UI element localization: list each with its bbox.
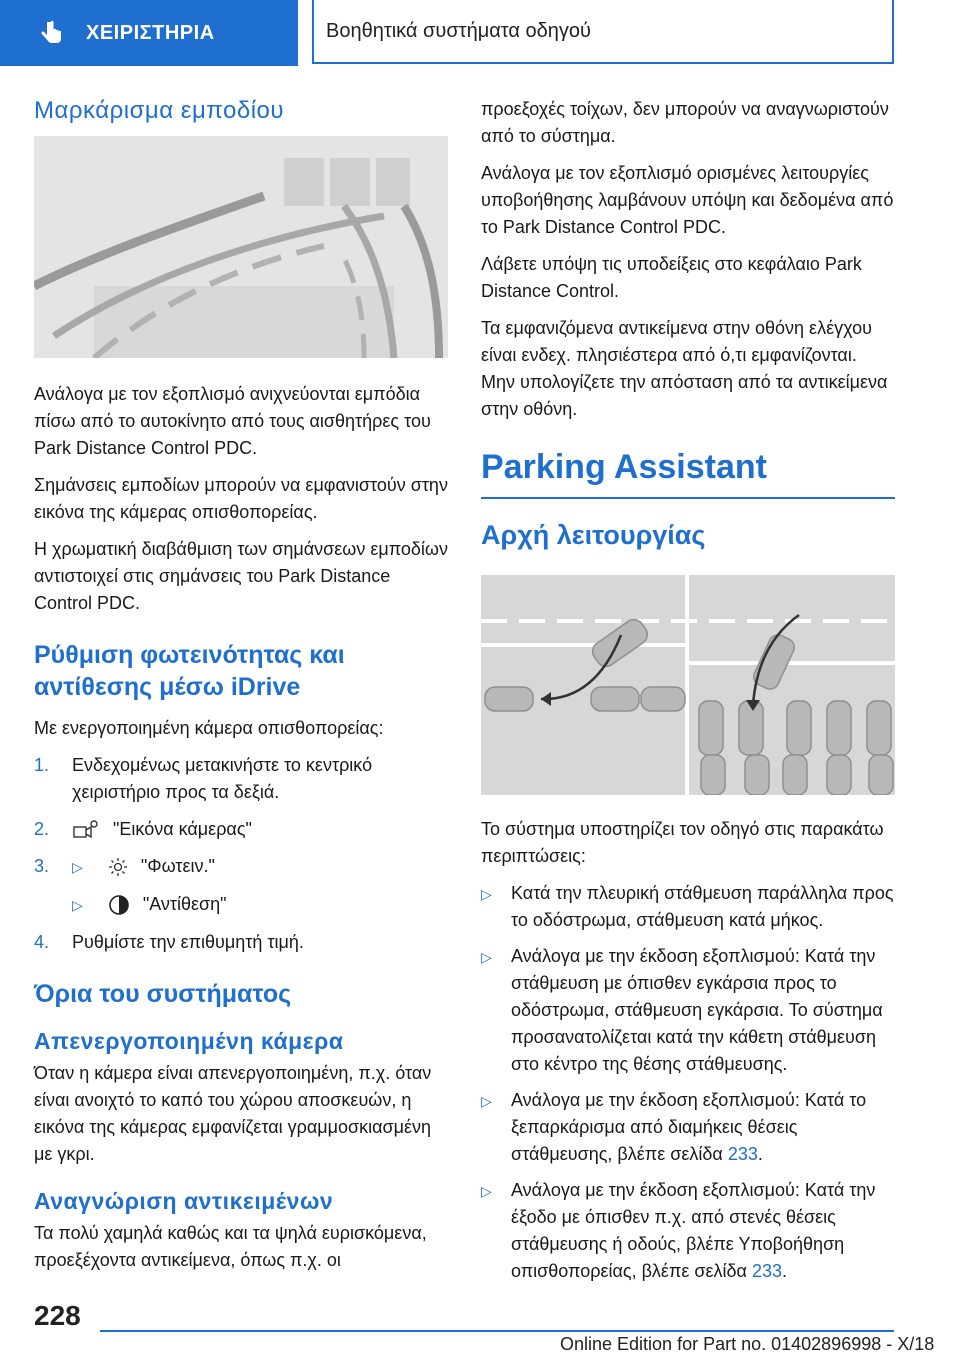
step-number: 2. xyxy=(34,819,50,839)
footer-divider xyxy=(100,1330,894,1332)
bullet-tail: . xyxy=(757,1144,763,1164)
heading-principle-of-operation: Αρχή λειτουργίας xyxy=(481,520,706,550)
step-text: "Φωτειν." xyxy=(140,856,215,876)
list-item xyxy=(481,1177,895,1285)
list-item xyxy=(34,929,448,956)
step-text: Ρυθμίστε την επιθυμητή τιμή. xyxy=(72,932,304,952)
step-text: "Αντίθεση" xyxy=(142,894,227,914)
page-header xyxy=(0,0,960,68)
bullet-text: Ανάλογα με την έκδοση εξοπλισμού: Κατά την έξοδο με όπισθεν π.χ. από στενές θέσεις στάθμευσης ή οδούς, βλέπε Υποβοήθηση οπισθοπορείας, βλέπε σελίδα xyxy=(511,1180,876,1281)
paragraph: Με ενεργοποιημένη κάμερα οπισθοπορείας: xyxy=(34,718,384,738)
left-column xyxy=(34,96,448,1284)
obstacle-marking-figure xyxy=(34,136,448,358)
list-item xyxy=(481,943,895,1078)
triangle-bullet-icon: ▷ xyxy=(72,897,83,913)
paragraph: προεξοχές τοίχων, δεν μπορούν να αναγνωριστούν από το σύστημα. xyxy=(481,99,889,146)
bullet-tail: . xyxy=(782,1261,788,1281)
heading-camera-deactivated: Απενεργοποιημένη κάμερα xyxy=(34,1028,344,1054)
list-item xyxy=(34,853,448,919)
paragraph: Τα πολύ χαμηλά καθώς και τα ψηλά ευρισκόμενα, προεξέχοντα αντικείμενα, όπως π.χ. οι xyxy=(34,1223,427,1270)
paragraph: Ανάλογα με τον εξοπλισμό ανιχνεύονται εμπόδια πίσω από το αυτοκίνητο από τους αισθητήρες του Park Distance Control PDC. xyxy=(34,384,431,458)
edition-footer: Online Edition for Part no. 01402896998 - X/18 xyxy=(560,1334,935,1354)
chapter-tab[interactable] xyxy=(312,0,894,64)
heading-parking-assistant: Parking Assistant xyxy=(481,445,895,499)
triangle-bullet-icon: ▷ xyxy=(481,949,492,965)
parking-assistant-figure xyxy=(481,575,895,795)
use-cases-list xyxy=(481,880,895,1285)
triangle-bullet-icon: ▷ xyxy=(481,1183,492,1199)
list-item xyxy=(481,1087,895,1168)
substep-brightness xyxy=(72,853,448,881)
camera-settings-icon xyxy=(72,819,100,841)
paragraph: Λάβετε υπόψη τις υποδείξεις στο κεφάλαιο Park Distance Control. xyxy=(481,254,862,301)
page-link[interactable]: 233 xyxy=(751,1261,783,1281)
step-number: 3. xyxy=(34,856,50,876)
page-number: 228 xyxy=(34,1300,81,1331)
paragraph: Τα εμφανιζόμενα αντικείμενα στην οθόνη ελέγχου είναι ενδεχ. πλησιέστερα από ό,τι εμφανίζονται. Μην υπολογίζετε την απόσταση από τα αντικείμενα στην οθόνη. xyxy=(481,318,888,419)
brightness-icon xyxy=(108,857,128,877)
step-text: "Εικόνα κάμερας" xyxy=(113,819,252,839)
touch-hand-icon xyxy=(36,18,66,48)
paragraph: Σημάνσεις εμποδίων μπορούν να εμφανιστούν στην εικόνα της κάμερας οπισθοπορείας. xyxy=(34,475,448,522)
manual-section-tab[interactable] xyxy=(0,0,298,66)
triangle-bullet-icon: ▷ xyxy=(481,886,492,902)
bullet-text: Κατά την πλευρική στάθμευση παράλληλα προς το οδόστρωμα, στάθμευση κατά μήκος. xyxy=(511,883,894,930)
substep-contrast xyxy=(72,891,448,919)
paragraph: Όταν η κάμερα είναι απενεργοποιημένη, π.χ. όταν είναι ανοιχτό το καπό του χώρου αποσκευών, η εικόνα της κάμερας εμφανίζεται γραμμοσκιασμένη με γκρι. xyxy=(34,1063,432,1164)
paragraph: Ανάλογα με τον εξοπλισμό ορισμένες λειτουργίες υποβοήθησης λαμβάνουν υπόψη και δεδομένα από το Park Distance Control PDC. xyxy=(481,163,894,237)
list-item xyxy=(34,752,448,806)
manual-section-label: ΧΕΙΡΙΣΤΗΡΙΑ xyxy=(86,21,215,44)
step-number: 4. xyxy=(34,932,50,952)
heading-system-limits: Όρια του συστήματος xyxy=(34,980,292,1008)
paragraph: Το σύστημα υποστηρίζει τον οδηγό στις παρακάτω περιπτώσεις: xyxy=(481,819,884,866)
paragraph: Η χρωματική διαβάθμιση των σημάνσεων εμποδίων αντιστοιχεί στις σημάνσεις του Park Distance Control PDC. xyxy=(34,539,448,613)
heading-brightness-contrast: Ρύθμιση φωτεινότητας και αντίθεσης μέσω iDrive xyxy=(34,641,345,701)
triangle-bullet-icon: ▷ xyxy=(72,859,83,875)
step-number: 1. xyxy=(34,755,50,775)
contrast-icon xyxy=(108,894,130,916)
bullet-text: Ανάλογα με την έκδοση εξοπλισμού: Κατά την στάθμευση με όπισθεν εγκάρσια προς το οδόστρωμα, στάθμευση εγκάρσια. Το σύστημα προσανατολίζεται κατά την κάθετη στάθμευση στο κέντρο της θέσης στάθμευσης. xyxy=(511,946,883,1074)
step-text: Ενδεχομένως μετακινήστε το κεντρικό χειριστήριο προς τα δεξιά. xyxy=(72,755,373,802)
chapter-label: Βοηθητικά συστήματα οδηγού xyxy=(326,19,591,42)
bullet-text: Ανάλογα με την έκδοση εξοπλισμού: Κατά το ξεπαρκάρισμα από διαμήκεις θέσεις στάθμευσης, βλέπε σελίδα xyxy=(511,1090,867,1164)
list-item xyxy=(34,816,448,843)
list-item xyxy=(481,880,895,934)
steps-list xyxy=(34,752,448,956)
page-link[interactable]: 233 xyxy=(727,1144,758,1164)
right-column xyxy=(481,96,895,1294)
triangle-bullet-icon: ▷ xyxy=(481,1093,492,1109)
heading-object-detection: Αναγνώριση αντικειμένων xyxy=(34,1188,334,1214)
heading-obstacle-marking: Μαρκάρισμα εμποδίου xyxy=(34,97,285,124)
